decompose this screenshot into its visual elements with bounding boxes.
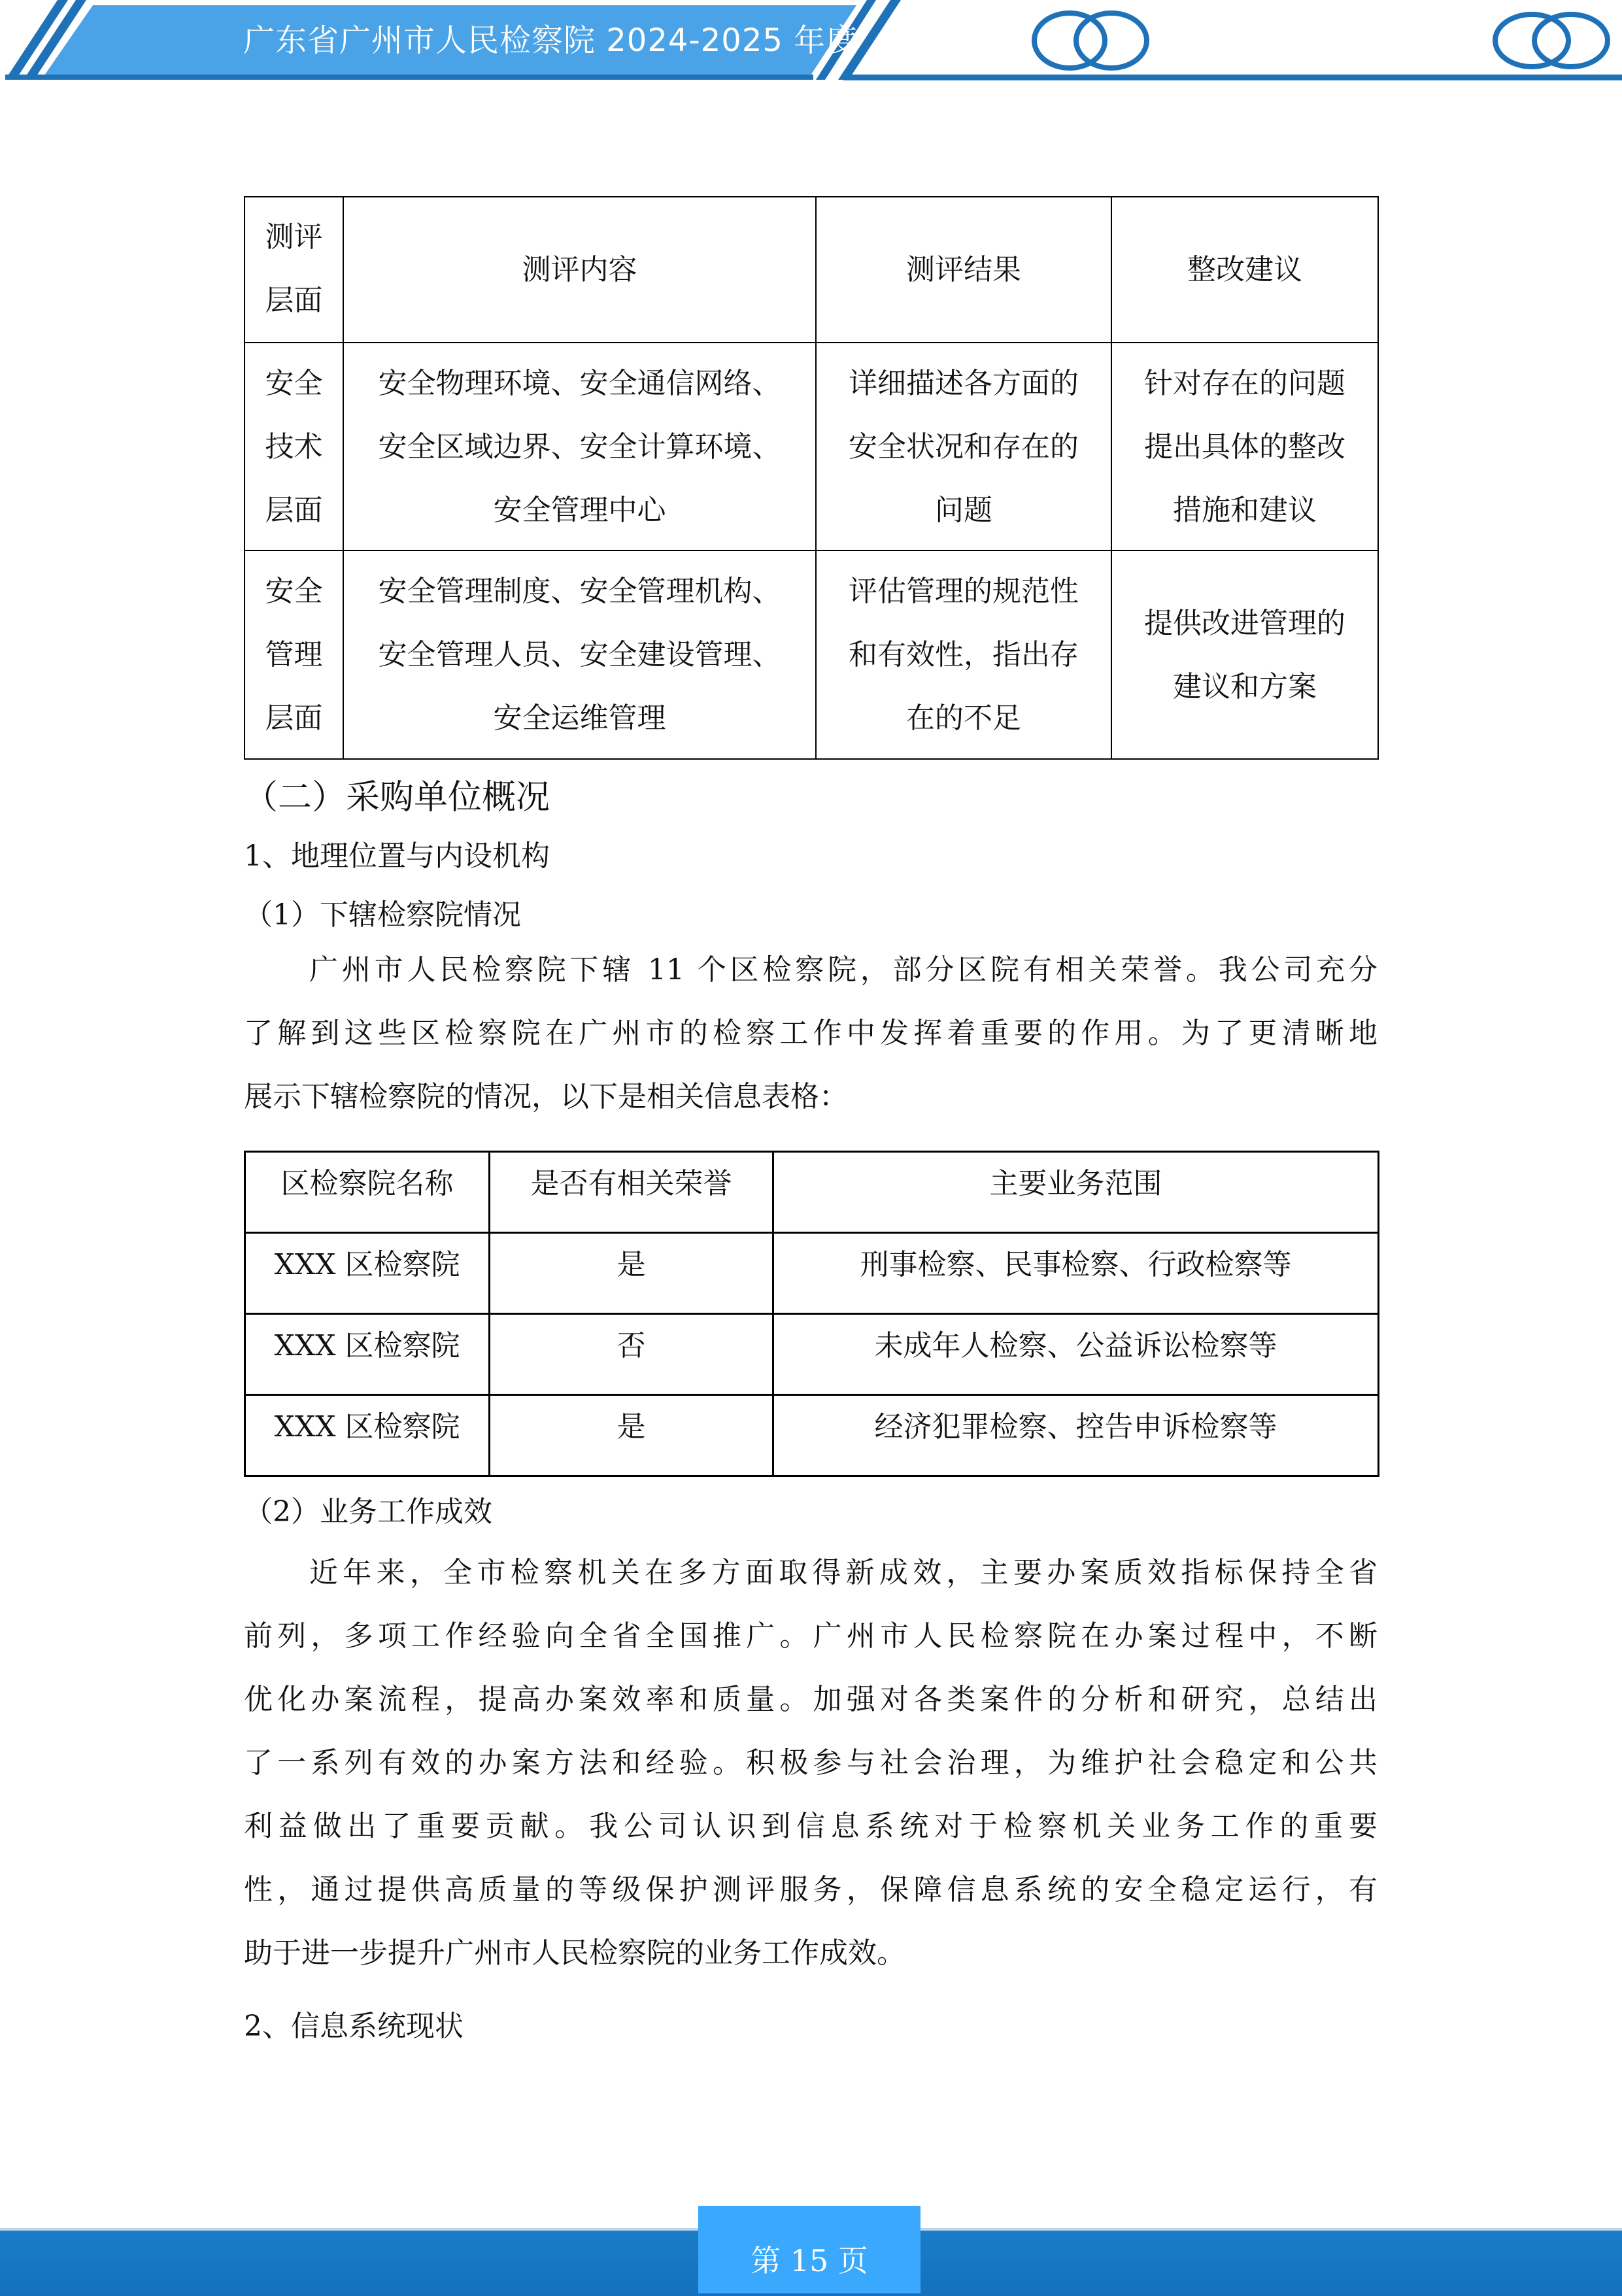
cell-line: 安全管理人员、安全建设管理、	[378, 638, 781, 671]
cell-advice	[1111, 550, 1378, 759]
cell-line: 管理	[265, 638, 323, 671]
cell-result	[816, 550, 1111, 759]
cell-line: 安全管理制度、安全管理机构、	[378, 575, 781, 608]
cell-scope: 刑事检察、民事检察、行政检察等	[773, 1233, 1379, 1314]
header-cell-content: 测评内容	[343, 197, 816, 343]
paragraph-achievements	[244, 1541, 1377, 1985]
cell-line: 层面	[265, 493, 323, 527]
cell-scope: 未成年人检察、公益诉讼检察等	[773, 1314, 1379, 1395]
cell-line: 安全	[265, 366, 323, 400]
cell-level	[245, 550, 343, 759]
cell-honor: 是	[490, 1233, 773, 1314]
cell-name: XXX 区检察院	[245, 1233, 490, 1314]
subheading-achievements: （2）业务工作成效	[244, 1495, 492, 1528]
header-cell-honor: 是否有相关荣誉	[490, 1152, 773, 1233]
cell-line: 提供改进管理的	[1144, 606, 1345, 640]
cell-scope: 经济犯罪检察、控告申诉检察等	[773, 1395, 1379, 1476]
cell-honor: 否	[490, 1314, 773, 1395]
paragraph-line: 前列，多项工作经验向全省全国推广。广州市人民检察院在办案过程中，不断	[244, 1619, 1377, 1653]
cell-line: 措施和建议	[1173, 493, 1317, 527]
header-cell-advice: 整改建议	[1111, 197, 1378, 343]
paragraph-line: 利益做出了重要贡献。我公司认识到信息系统对于检察机关业务工作的重要	[244, 1810, 1377, 1843]
cell-content	[343, 343, 816, 550]
cell-line: 安全	[265, 575, 323, 608]
header-cell-scope: 主要业务范围	[773, 1152, 1379, 1233]
paragraph-line: 了解到这些区检察院在广州市的检察工作中发挥着重要的作用。为了更清晰地	[244, 1017, 1377, 1050]
rings-logo-icon	[1034, 13, 1147, 68]
table-header-row	[245, 1152, 1379, 1233]
cell-name: XXX 区检察院	[245, 1395, 490, 1476]
subheading-geo: 1、地理位置与内设机构	[244, 839, 550, 873]
cell-result	[816, 343, 1111, 550]
rings-logo-icon	[1495, 14, 1608, 67]
cell-line: 安全状况和存在的	[849, 430, 1079, 464]
paragraph-line: 助于进一步提升广州市人民检察院的业务工作成效。	[244, 1936, 905, 1970]
header-cell-result: 测评结果	[816, 197, 1111, 343]
cell-line: 技术	[265, 430, 323, 464]
paragraph-line: 展示下辖检察院的情况，以下是相关信息表格：	[244, 1080, 848, 1113]
subheading-info-system: 2、信息系统现状	[244, 2010, 464, 2043]
paragraph-districts	[244, 938, 1377, 1128]
cell-line: 测评	[265, 220, 323, 254]
cell-line: 层面	[265, 284, 323, 317]
cell-line: 和有效性，指出存	[849, 638, 1079, 671]
cell-line: 详细描述各方面的	[849, 366, 1079, 400]
cell-line: 安全区域边界、安全计算环境、	[378, 430, 781, 464]
header-cell-name: 区检察院名称	[245, 1152, 490, 1233]
cell-line: 问题	[935, 493, 992, 527]
cell-line: 安全运维管理	[493, 701, 666, 735]
table-row	[245, 1233, 1379, 1314]
header-cell-level	[245, 197, 343, 343]
page-header	[0, 0, 1622, 85]
cell-line: 建议和方案	[1173, 669, 1317, 703]
cell-honor: 是	[490, 1395, 773, 1476]
paragraph-line: 近年来，全市检察机关在多方面取得新成效，主要办案质效指标保持全省	[309, 1556, 1377, 1589]
cell-line: 层面	[265, 701, 323, 735]
paragraph-line: 广州市人民检察院下辖 11 个区检察院，部分区院有相关荣誉。我公司充分	[309, 953, 1377, 987]
cell-line: 在的不足	[906, 701, 1021, 735]
page-number: 第 15 页	[751, 2243, 868, 2278]
subheading-districts: （1）下辖检察院情况	[244, 898, 521, 932]
cell-line: 安全管理中心	[493, 493, 666, 527]
paragraph-line: 了一系列有效的办案方法和经验。积极参与社会治理，为维护社会稳定和公共	[244, 1746, 1377, 1780]
evaluation-table	[244, 196, 1379, 760]
cell-name: XXX 区检察院	[245, 1314, 490, 1395]
paragraph-line: 优化办案流程，提高办案效率和质量。加强对各类案件的分析和研究，总结出	[244, 1683, 1377, 1716]
table-header-row	[245, 197, 1378, 343]
cell-content	[343, 550, 816, 759]
table-row	[245, 343, 1378, 550]
cell-line: 评估管理的规范性	[849, 575, 1079, 608]
cell-line: 针对存在的问题	[1144, 366, 1345, 400]
header-title: 广东省广州市人民检察院 2024-2025 年度	[243, 22, 858, 59]
table-row	[245, 550, 1378, 759]
cell-line: 提出具体的整改	[1144, 430, 1345, 464]
table-row	[245, 1395, 1379, 1476]
cell-advice	[1111, 343, 1378, 550]
cell-line: 安全物理环境、安全通信网络、	[378, 366, 781, 400]
cell-level	[245, 343, 343, 550]
paragraph-line: 性，通过提供高质量的等级保护测评服务，保障信息系统的安全稳定运行，有	[244, 1873, 1377, 1906]
section-heading: （二）采购单位概况	[244, 778, 550, 817]
district-table	[244, 1151, 1379, 1477]
table-row	[245, 1314, 1379, 1395]
